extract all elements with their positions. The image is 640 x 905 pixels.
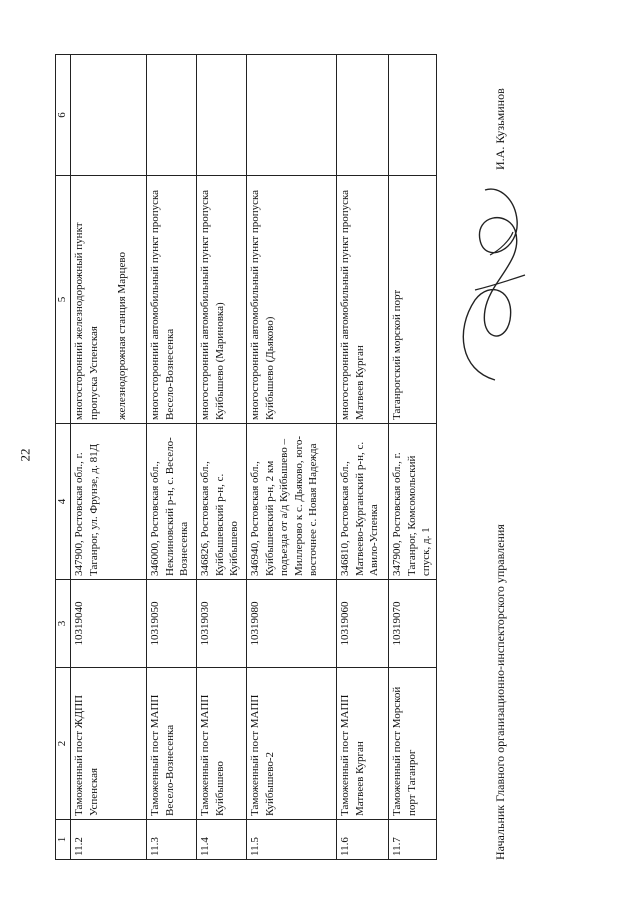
table-row [147,55,197,860]
table-header-row [56,55,71,860]
table-row [197,55,247,860]
table-row [71,55,147,860]
checkpoint-name: многосторонний железнодорожный пункт пропуска Успенская [73,222,100,420]
table-row [337,55,389,860]
note-cell [197,55,247,176]
post-name: Таможенный пост МАПП Весело-Вознесенка [147,668,197,820]
post-address: 346000, Ростовская обл., Неклиновский р-н, с. Весело-Вознесенка [147,424,197,580]
column-header: 2 [56,668,71,820]
customs-posts-table-wrapper [55,55,435,860]
note-cell [247,55,337,176]
checkpoint-cell [71,176,147,424]
checkpoint-name: многосторонний автомобильный пункт пропуска Куйбышево (Мариновка) [197,176,247,424]
post-name: Таможенный пост Морской порт Таганрог [389,668,437,820]
note-cell [147,55,197,176]
post-code: 10319050 [147,580,197,668]
customs-posts-table [55,54,437,860]
column-header: 3 [56,580,71,668]
row-number: 11.3 [147,820,197,860]
post-code: 10319060 [337,580,389,668]
column-header: 6 [56,55,71,176]
column-header: 5 [56,176,71,424]
checkpoint-name: многосторонний автомобильный пункт пропуска Матвеев Курган [337,176,389,424]
post-address: 347900, Ростовская обл., г. Таганрог, Комсомольский спуск, д. 1 [389,424,437,580]
signatory-name: И.А. Кузьминов [493,88,507,170]
row-number: 11.7 [389,820,437,860]
row-number: 11.5 [247,820,337,860]
post-address: 346826, Ростовская обл., Куйбышевский р-н, с. Куйбышево [197,424,247,580]
checkpoint-name: Таганрогский морской порт [389,176,437,424]
post-code: 10319080 [247,580,337,668]
post-code: 10319070 [389,580,437,668]
table-row [247,55,337,860]
note-cell [389,55,437,176]
post-name: Таможенный пост МАПП Куйбышево [197,668,247,820]
signatory-position: Начальник Главного организационно-инспекторского управления [493,524,507,860]
post-address: 346940, Ростовская обл., Куйбышевский р-н, 2 км подъезда от а/д Куйбышево – Миллерово к с. Дьяково, юго-восточнее с. Новая Надежда [247,424,337,580]
page-number: 22 [17,448,33,462]
post-address: 347900, Ростовская обл., г. Таганрог, ул. Фрунзе, д. 81Д [71,424,147,580]
handwritten-signature [455,180,535,390]
column-header: 4 [56,424,71,580]
post-name: Таможенный пост ЖДПП Успенская [71,668,147,820]
checkpoint-name: многосторонний автомобильный пункт пропуска Куйбышево (Дьяково) [247,176,337,424]
post-address: 346810, Ростовская обл., Матвеево-Курганский р-н, с. Авило-Успенка [337,424,389,580]
note-cell [71,55,147,176]
post-name: Таможенный пост МАПП Матвеев Курган [337,668,389,820]
row-number: 11.6 [337,820,389,860]
checkpoint-extra: железнодорожная станция Марцево [116,252,128,420]
table-row [389,55,437,860]
column-header: 1 [56,820,71,860]
checkpoint-name: многосторонний автомобильный пункт пропуска Весело-Вознесенка [147,176,197,424]
row-number: 11.4 [197,820,247,860]
row-number: 11.2 [71,820,147,860]
post-name: Таможенный пост МАПП Куйбышево-2 [247,668,337,820]
note-cell [337,55,389,176]
post-code: 10319030 [197,580,247,668]
post-code: 10319040 [71,580,147,668]
